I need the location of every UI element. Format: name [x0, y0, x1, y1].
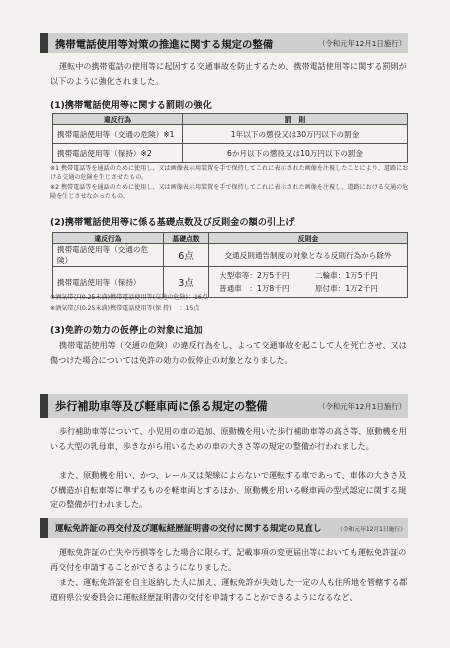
- section-header: [40, 394, 408, 418]
- table-header-cell: 違反行為: [53, 233, 164, 244]
- table-header-row: [53, 233, 408, 244]
- table-cell: 携帯電話使用等（交通の危険）: [53, 244, 164, 267]
- fine-value: 1万2千円: [345, 284, 378, 293]
- footnote: ※酒気帯び(0.25未満)携帯電話使用等(交通の危険)：16点: [50, 294, 208, 301]
- fine-breakdown-cell: [209, 267, 408, 298]
- section-title: 運転免許証の再交付及び運転経歴証明書の交付に関する規定の見直し: [55, 524, 322, 534]
- fine-line: [219, 269, 403, 282]
- table-cell: 携帯電話使用等（保持）: [53, 267, 164, 298]
- table-header-cell: 罰 則: [183, 114, 408, 125]
- section-header: [40, 518, 408, 538]
- fine-label: 大型車等：: [219, 271, 257, 280]
- section-header-bar: [40, 518, 48, 538]
- table-row: [53, 125, 408, 144]
- table-header-cell: 反則金: [209, 233, 408, 244]
- table-row: [53, 144, 408, 163]
- table-cell: 携帯電話使用等（保持）※2: [53, 144, 183, 163]
- table-cell: 6点: [164, 244, 209, 267]
- section-date: （令和元年12月1日施行）: [336, 526, 406, 533]
- table-cell: 携帯電話使用等（交通の危険）※1: [53, 125, 183, 144]
- fine-label: 普通車 ：: [219, 284, 257, 293]
- subsection-heading: (1)携帯電話使用等に関する罰則の強化: [50, 100, 212, 111]
- footnote: ※1 携帯電話等を通話のために使用し、又は画像表示用装置を手で保持してこれに表示された画像を注視したことにより、道路における交通の危険を生じさせたもの。: [50, 165, 409, 181]
- footnote: ※酒気帯び(0.25未満)携帯電話使用等(保 持) ：15点: [50, 305, 200, 312]
- fine-label: 原付車：: [314, 284, 346, 293]
- table-cell: 6か月以下の懲役又は10万円以下の罰金: [183, 144, 408, 163]
- fine-value: 1万8千円: [256, 284, 290, 293]
- subsection-heading: (3)免許の効力の仮停止の対象に追加: [50, 325, 203, 336]
- fine-value: 1万5千円: [345, 271, 378, 280]
- table-cell: 交通反則通告制度の対象となる反則行為から除外: [209, 244, 408, 267]
- penalty-table: [52, 113, 408, 163]
- subsection-heading: (2)携帯電話使用等に係る基礎点数及び反則金の額の引上げ: [50, 217, 295, 228]
- table-row: [53, 244, 408, 267]
- section-header: [40, 33, 408, 53]
- section-paragraph: また、原動機を用い、かつ、レール又は架線によらないで運転する車であって、車体の大きさ及び構造が自転車等に準ずるものを軽車両とするほか、原動機を用いる軽車両の型式認定に関する規定の整備が行われました。: [50, 470, 407, 509]
- section-paragraph: 運転免許証の亡失や汚損等をした場合に限らず、記載事項の変更届出等においても運転免許証の再交付を申請することができるようになりました。: [50, 547, 407, 572]
- section-paragraph: 歩行補助車等について、小児用の車の追加、原動機を用いた歩行補助車等の高さ等、原動機を用いる大型の乳母車、歩きながら用いるための車の大きさ等の規定の整備が行われました。: [50, 426, 407, 451]
- section-title: 携帯電話使用等対策の推進に関する規定の整備: [55, 38, 274, 51]
- table-cell: 3点: [164, 267, 209, 298]
- table-cell: 1年以下の懲役又は30万円以下の罰金: [183, 125, 408, 144]
- section-date: （令和元年12月1日施行）: [317, 401, 406, 411]
- points-fine-table: [52, 232, 408, 298]
- table-header-row: [53, 114, 408, 125]
- section-header-bar: [40, 33, 48, 53]
- section-header-bar: [40, 394, 48, 418]
- table-header-cell: 違反行為: [53, 114, 183, 125]
- table-header-cell: 基礎点数: [164, 233, 209, 244]
- section-title: 歩行補助車等及び軽車両に係る規定の整備: [55, 400, 268, 413]
- fine-label: 二輪車：: [314, 271, 346, 280]
- section-paragraph: また、運転免許証を自主返納した人に加え、運転免許が失効した一定の人も住所地を管轄する都道府県公安委員会に運転経歴証明書の交付を申請することができるようになるなど、: [50, 577, 408, 602]
- fine-value: 2万5千円: [256, 271, 290, 280]
- section-date: （令和元年12月1日施行）: [317, 38, 406, 48]
- table-row: [53, 267, 408, 298]
- footnote: ※2 携帯電話等を通話のために使用し、又は画像表示用装置を手で保持してこれに表示された画像を注視し、道路における交通の危険を生じさせなかったもの。: [50, 184, 409, 200]
- section-paragraph: 運転中の携帯電話の使用等に起因する交通事故を防止するため、携帯電話使用等に関する罰則が以下のように強化されました。: [50, 61, 407, 86]
- section-paragraph: 携帯電話使用等（交通の危険）の違反行為をし、よって交通事故を起こして人を死亡させ、又は傷つけた場合については免許の効力の仮停止の対象となりました。: [50, 340, 407, 365]
